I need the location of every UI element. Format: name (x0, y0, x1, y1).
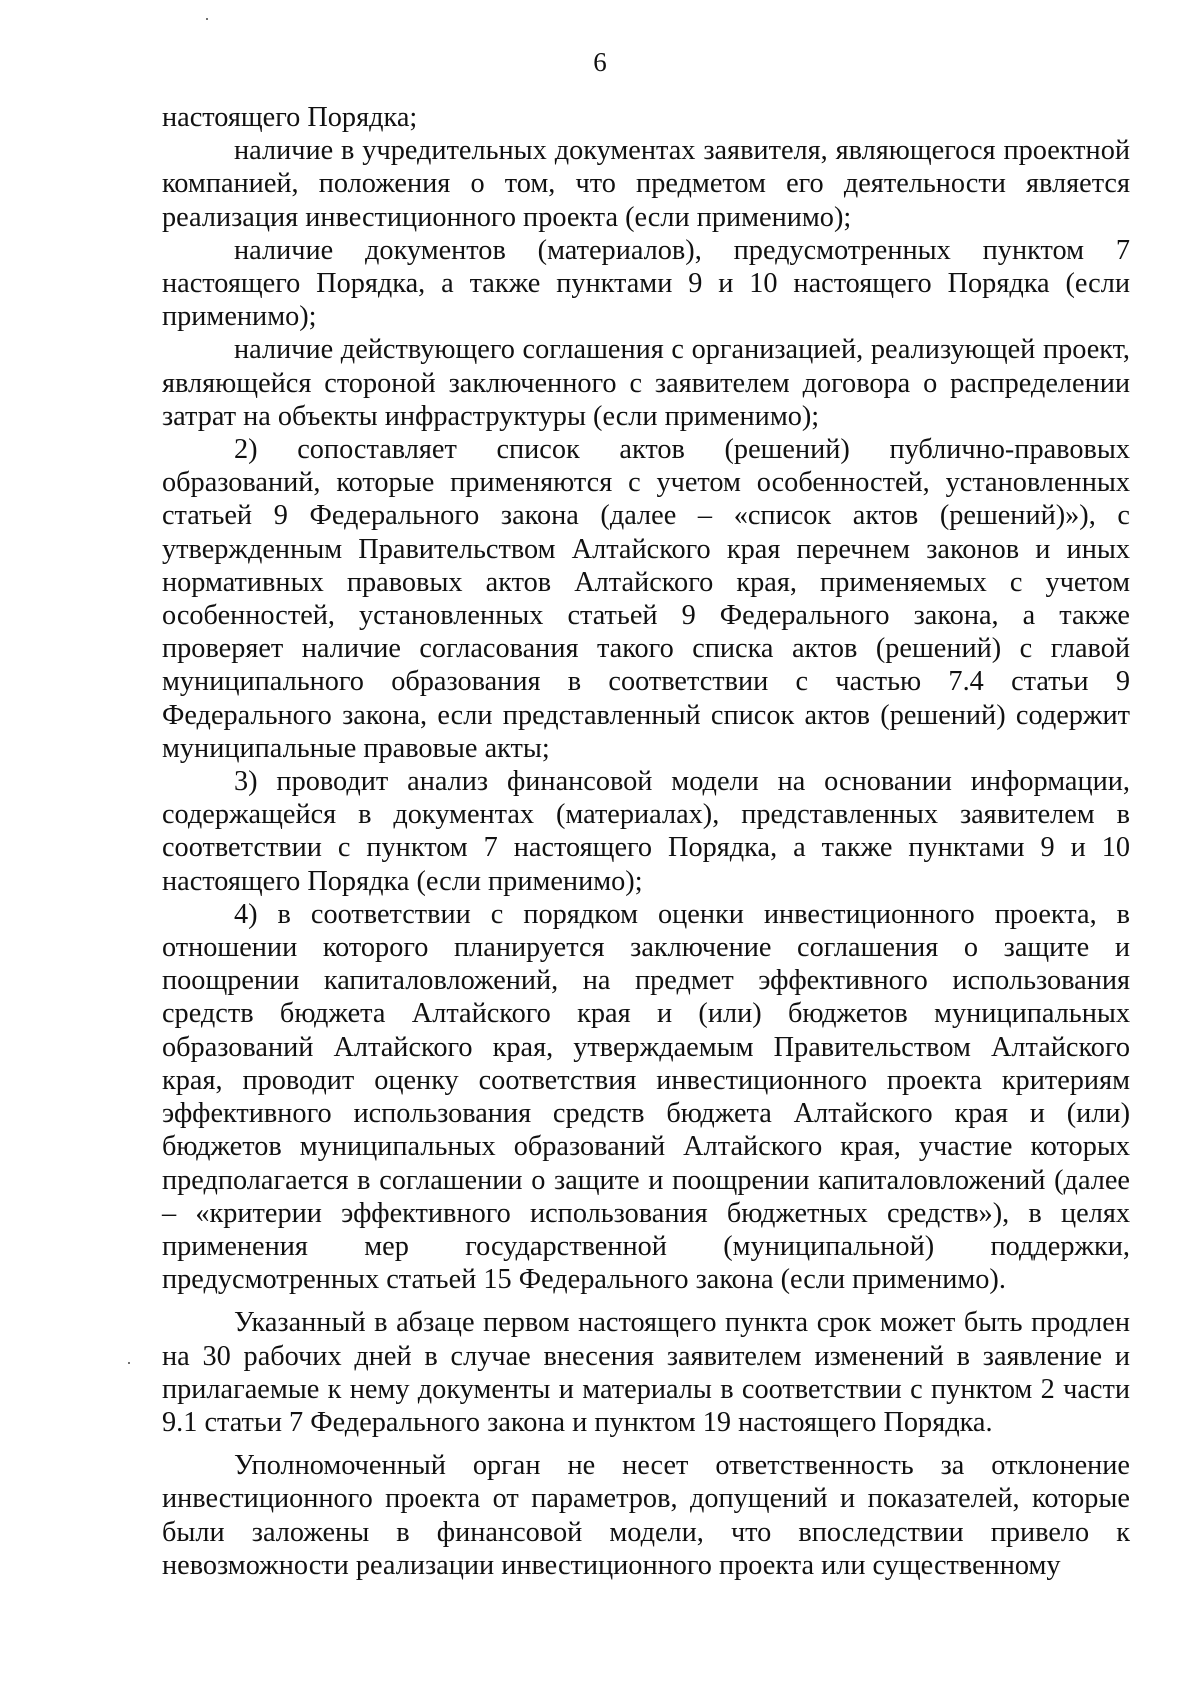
paragraph-term-extension: Указанный в абзаце первом настоящего пункта срок может быть продлен на 30 рабочих дней в случае внесения заявителем изменений в заявление и прилагаемые к нему документы и материалы в соответствии с пунктом 2 части 9.1 статьи 7 Федерального закона и пунктом 19 настоящего Порядка. (162, 1307, 1130, 1438)
paragraph-item-2: 2) сопоставляет список актов (решений) публично-правовых образований, которые применяются с учетом особенностей, установленных статьей 9 Федерального закона (далее – «список актов (решений)»), с утвержденным Правительством Алтайского края перечнем законов и иных нормативных правовых актов Алтайского края, применяемых с учетом особенностей, установленных статьей 9 Федерального закона, а также проверяет наличие согласования такого списка актов (решений) с главой муниципального образования в соответствии с частью 7.4 статьи 9 Федерального закона, если представленный список актов (решений) содержит муниципальные правовые акты; (162, 434, 1130, 764)
document-body (162, 101, 1130, 1582)
paragraph-continuation: настоящего Порядка; (162, 102, 418, 133)
paragraph-item-3: 3) проводит анализ финансовой модели на основании информации, содержащейся в документах (материалах), представленных заявителем в соответствии с пунктом 7 настоящего Порядка, а также пунктами 9 и 10 настоящего Порядка (если применимо); (162, 766, 1130, 897)
paragraph-liability: Уполномоченный орган не несет ответственность за отклонение инвестиционного проекта от параметров, допущений и показателей, которые были заложены в финансовой модели, что впоследствии привело к невозможности реализации инвестиционного проекта или существенному (162, 1450, 1130, 1581)
paragraph-charter-documents: наличие в учредительных документах заявителя, являющегося проектной компанией, положения о том, что предметом его деятельности является реализация инвестиционного проекта (если применимо); (162, 135, 1130, 233)
scan-speck (206, 18, 208, 20)
page-number: 6 (593, 47, 607, 77)
scan-speck (128, 1362, 130, 1364)
paragraph-documents-materials: наличие документов (материалов), предусмотренных пунктом 7 настоящего Порядка, а также пунктами 9 и 10 настоящего Порядка (если применимо); (162, 234, 1130, 333)
paragraph-agreement: наличие действующего соглашения с организацией, реализующей проект, являющейся стороной заключенного с заявителем договора о распределении затрат на объекты инфраструктуры (если применимо); (162, 334, 1130, 432)
paragraph-item-4: 4) в соответствии с порядком оценки инвестиционного проекта, в отношении которого планируется заключение соглашения о защите и поощрении капиталовложений, на предмет эффективного использования средств бюджета Алтайского края и (или) бюджетов муниципальных образований Алтайского края, утверждаемым Правительством Алтайского края, проводит оценку соответствия инвестиционного проекта критериям эффективного использования средств бюджета Алтайского края и (или) бюджетов муниципальных образований Алтайского края, участие которых предполагается в соглашении о защите и поощрении капиталовложений (далее – «критерии эффективного использования бюджетных средств»), в целях применения мер государственной (муниципальной) поддержки, предусмотренных статьей 15 Федерального закона (если применимо). (162, 898, 1130, 1296)
